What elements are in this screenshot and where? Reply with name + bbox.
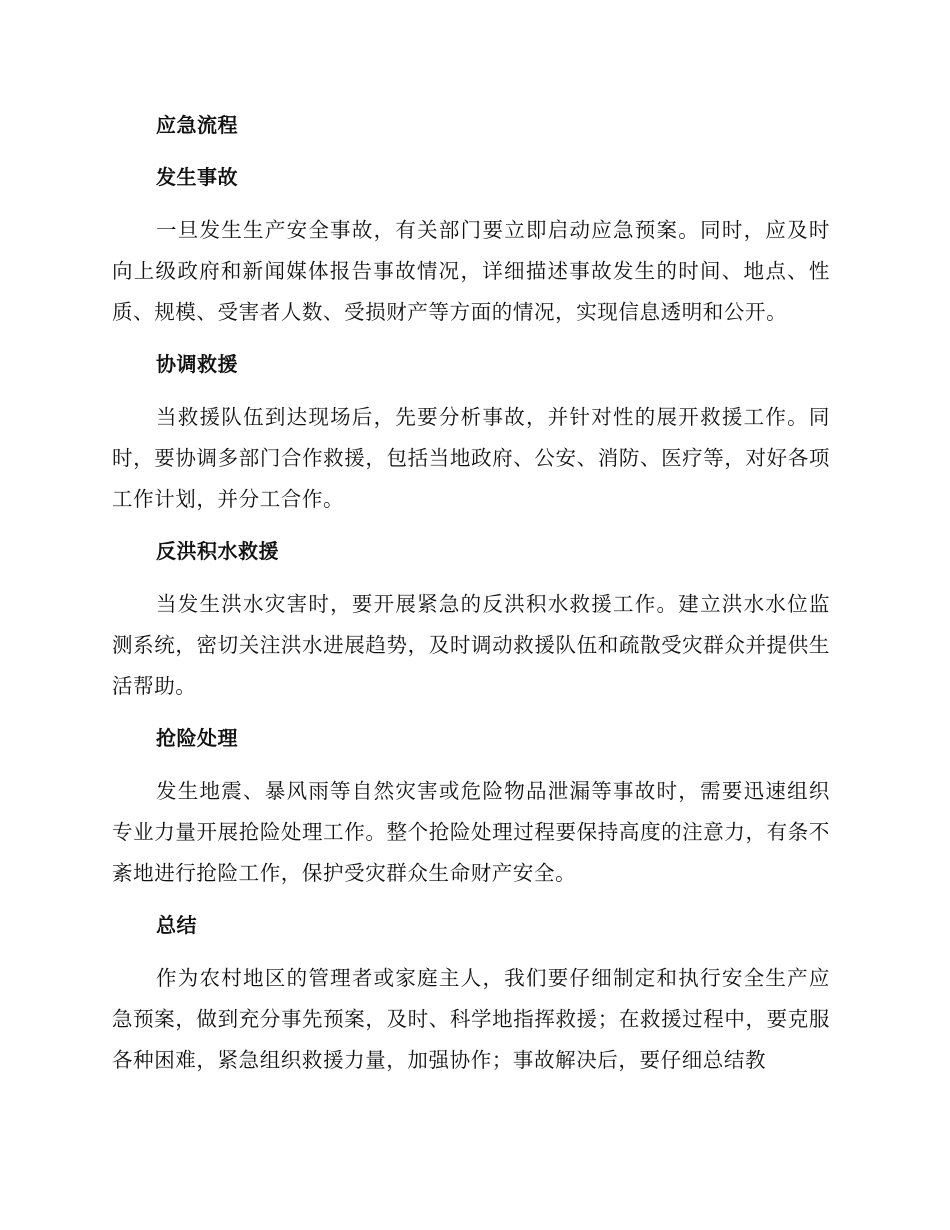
section-heading-coordinate-rescue: 协调救援 bbox=[156, 352, 238, 376]
section-heading-emergency-handling: 抢险处理 bbox=[156, 726, 238, 750]
section-paragraph-flood-rescue: 当发生洪水灾害时，要开展紧急的反洪积水救援工作。建立洪水水位监测系统，密切关注洪水进展趋势，及时调动救援队伍和疏散受灾群众并提供生 活帮助。 bbox=[112, 592, 830, 698]
section-paragraph-emergency-handling: 发生地震、暴风雨等自然灾害或危险物品泄漏等事故时，需要迅速组织专业力量开展抢险处理工作。整个抢险处理过程要保持高度的注意力，有条不紊地进行抢险工作，保护受灾群众生命财产安全。 bbox=[112, 779, 830, 885]
section-paragraph-accident: 一旦发生生产安全事故，有关部门要立即启动应急预案。同时，应及时向上级政府和新闻媒体报告事故情况，详细描述事故发生的时间、地点、性质、规模、受害者人数、受损财产等方面的情况，实现信息透明和公开。 bbox=[112, 218, 830, 324]
section-paragraph-summary: 作为农村地区的管理者或家庭主人，我们要仔细制定和执行安全生产应急预案，做到充分事先预案，及时、科学地指挥救援；在救援过程中，要克服各种困难，紧急组织救援力量，加强协作；事故解决后，要仔细总结教 bbox=[112, 966, 830, 1072]
document-title: 应急流程 bbox=[156, 113, 238, 137]
section-heading-flood-rescue: 反洪积水救援 bbox=[156, 539, 279, 563]
section-paragraph-coordinate-rescue: 当救援队伍到达现场后，先要分析事故，并针对性的展开救援工作。同时，要协调多部门合作救援，包括当地政府、公安、消防、医疗等，对好各项工作计划，并分工合作。 bbox=[112, 405, 830, 511]
section-heading-summary: 总结 bbox=[156, 913, 197, 937]
document-page bbox=[112, 108, 830, 1095]
section-heading-accident: 发生事故 bbox=[156, 165, 238, 189]
